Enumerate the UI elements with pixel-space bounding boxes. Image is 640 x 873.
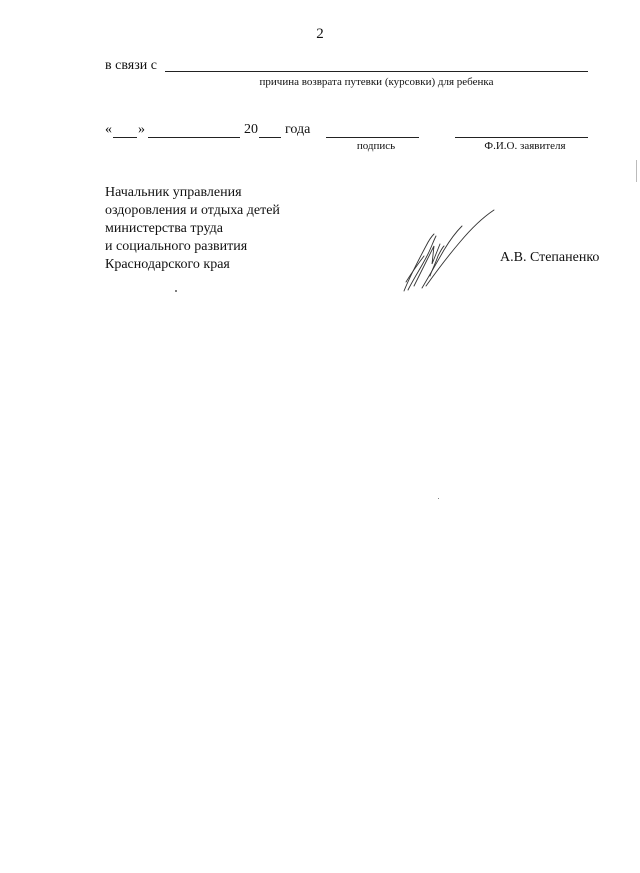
reason-caption: причина возврата путевки (курсовки) для ребенка — [259, 76, 494, 88]
signature-caption: подпись — [356, 140, 396, 152]
date-year-prefix: 20 — [244, 122, 258, 137]
position-line: Начальник управления — [105, 185, 242, 200]
page-number: 2 — [316, 26, 324, 42]
date-quote-close: » — [138, 122, 145, 137]
date-day-blank — [113, 137, 137, 138]
position-line: Краснодарского края — [105, 257, 230, 272]
reason-label: в связи с — [105, 58, 157, 73]
position-line: министерства труда — [105, 221, 223, 236]
reason-blank-line — [165, 71, 588, 72]
position-line: оздоровления и отдыха детей — [105, 203, 280, 218]
scan-edge-mark — [636, 160, 637, 182]
date-month-blank — [148, 137, 240, 138]
handwritten-signature — [396, 206, 506, 296]
date-year-blank — [259, 137, 281, 138]
signatory-name: А.В. Степаненко — [500, 250, 600, 265]
position-line: и социального развития — [105, 239, 248, 254]
scan-speck — [438, 498, 439, 499]
date-quote-open: « — [105, 122, 112, 137]
scan-speck — [175, 290, 177, 292]
signature-blank-line — [326, 137, 419, 138]
signatory-position — [105, 184, 280, 274]
date-suffix: года — [285, 122, 311, 137]
applicant-name-caption: Ф.И.О. заявителя — [484, 140, 566, 152]
applicant-name-blank-line — [455, 137, 588, 138]
